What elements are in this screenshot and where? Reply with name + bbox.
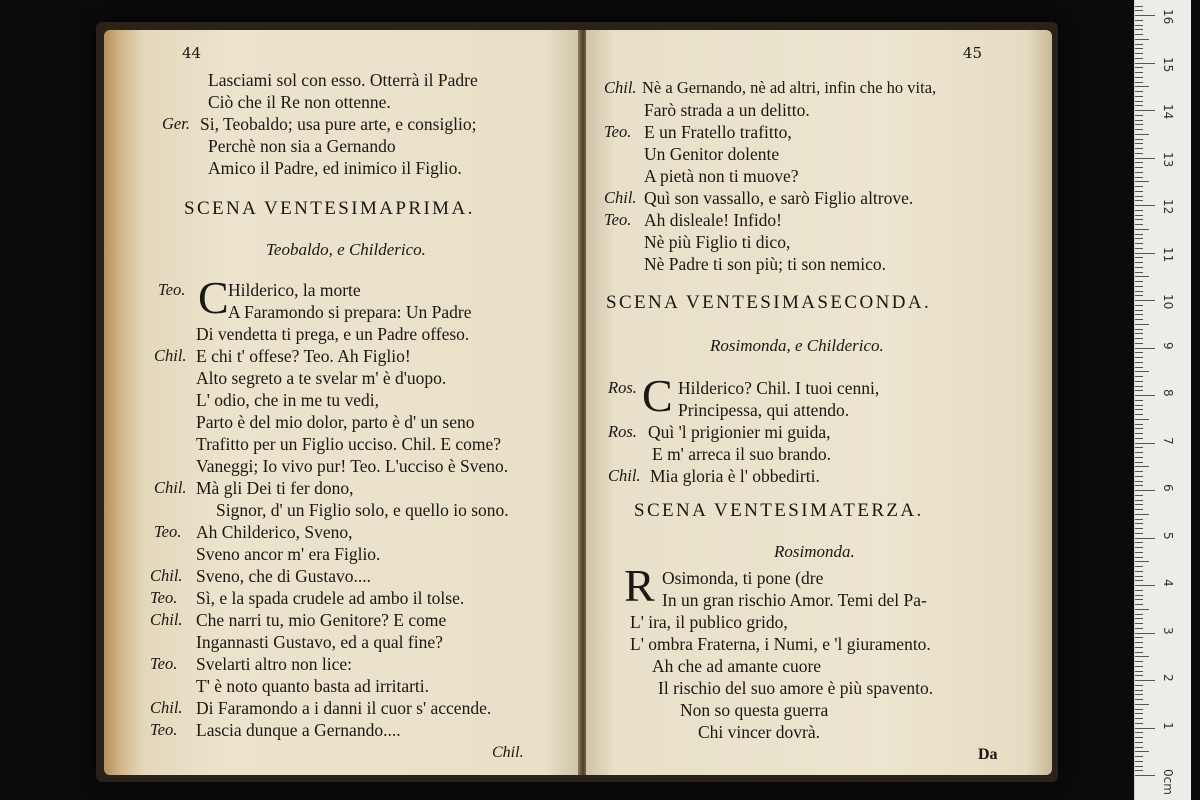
ruler-tick xyxy=(1135,509,1143,510)
drop-cap: C xyxy=(198,272,229,323)
speaker-label: Ros. xyxy=(608,422,637,441)
ruler-tick xyxy=(1135,604,1143,605)
ruler-tick xyxy=(1135,633,1155,634)
ruler-tick xyxy=(1135,428,1143,429)
text-line: Signor, d' un Figlio solo, e quello io sono. xyxy=(216,500,509,520)
text-line: Sveno, che di Gustavo.... xyxy=(196,566,371,586)
ruler-label: 16 xyxy=(1161,9,1175,25)
ruler-tick xyxy=(1135,542,1143,543)
ruler-label: 11 xyxy=(1161,246,1175,262)
ruler-tick xyxy=(1135,694,1143,695)
text-line: Mà gli Dei ti fer dono, xyxy=(196,478,354,498)
ruler-label: 7 xyxy=(1161,436,1175,445)
ruler-tick xyxy=(1135,286,1143,287)
ruler-tick xyxy=(1135,15,1155,16)
speaker-label: Chil. xyxy=(604,78,637,97)
ruler-tick xyxy=(1135,775,1155,776)
ruler-tick xyxy=(1135,390,1143,391)
ruler-label: 0cm xyxy=(1161,769,1175,795)
ruler-tick xyxy=(1135,158,1155,159)
ruler-tick xyxy=(1135,229,1149,230)
ruler-tick xyxy=(1135,732,1143,733)
ruler-tick xyxy=(1135,471,1143,472)
ruler-tick xyxy=(1135,272,1143,273)
ruler-tick xyxy=(1135,737,1143,738)
ruler-tick xyxy=(1135,343,1143,344)
ruler-tick xyxy=(1135,409,1143,410)
text-line: Nè Padre ti son più; ti son nemico. xyxy=(644,254,887,274)
scene-characters: Teobaldo, e Childerico. xyxy=(266,240,426,259)
ruler-tick xyxy=(1135,528,1143,529)
ruler-tick xyxy=(1135,86,1149,87)
right-page xyxy=(586,30,1052,775)
ruler-tick xyxy=(1135,438,1143,439)
ruler-tick xyxy=(1135,599,1143,600)
ruler-tick xyxy=(1135,53,1143,54)
ruler-label: 4 xyxy=(1161,579,1175,587)
text-line: Ah che ad amante cuore xyxy=(652,656,822,676)
ruler-tick xyxy=(1135,101,1143,102)
text-line: Nè a Gernando, nè ad altri, infin che ho vita, xyxy=(642,78,937,97)
text-line: L' ombra Fraterna, i Numi, e 'l giuramento. xyxy=(630,634,931,654)
ruler-tick xyxy=(1135,462,1143,463)
speaker-label: Chil. xyxy=(150,566,183,585)
speaker-label: Teo. xyxy=(150,654,178,673)
text-line: Sveno ancor m' era Figlio. xyxy=(196,544,381,564)
open-book xyxy=(96,22,1058,782)
speaker-label: Teo. xyxy=(604,210,632,229)
ruler-tick xyxy=(1135,352,1143,353)
ruler-tick xyxy=(1135,58,1143,59)
catchword: Da xyxy=(978,746,998,763)
text-line: Quì son vassallo, e sarò Figlio altrove. xyxy=(644,188,914,208)
ruler-tick xyxy=(1135,766,1143,767)
ruler-tick xyxy=(1135,761,1143,762)
ruler-tick xyxy=(1135,395,1155,396)
ruler-tick xyxy=(1135,699,1143,700)
ruler-tick xyxy=(1135,371,1149,372)
ruler-tick xyxy=(1135,590,1143,591)
text-line: Di Faramondo a i danni il cuor s' accende. xyxy=(196,698,492,718)
ruler-tick xyxy=(1135,685,1143,686)
ruler-tick xyxy=(1135,671,1143,672)
ruler-tick xyxy=(1135,595,1143,596)
ruler-tick xyxy=(1135,514,1149,515)
text-line: Lasciami sol con esso. Otterrà il Padre xyxy=(208,70,478,90)
text-line: Amico il Padre, ed inimico il Figlio. xyxy=(208,158,462,178)
ruler-tick xyxy=(1135,72,1143,73)
ruler-tick xyxy=(1135,728,1155,729)
ruler-tick xyxy=(1135,295,1143,296)
ruler-tick xyxy=(1135,305,1143,306)
ruler-tick xyxy=(1135,148,1143,149)
ruler-tick xyxy=(1135,115,1143,116)
ruler-tick xyxy=(1135,224,1143,225)
ruler-tick xyxy=(1135,580,1143,581)
ruler-tick xyxy=(1135,376,1143,377)
ruler-tick xyxy=(1135,623,1143,624)
ruler-tick xyxy=(1135,552,1143,553)
ruler-tick xyxy=(1135,519,1143,520)
scene-title: SCENA VENTESIMATERZA. xyxy=(634,500,924,521)
text-line: Perchè non sia a Gernando xyxy=(208,136,396,156)
ruler-tick xyxy=(1135,205,1155,206)
ruler-tick xyxy=(1135,652,1143,653)
ruler-tick xyxy=(1135,267,1143,268)
ruler-tick xyxy=(1135,253,1155,254)
ruler-label: 1 xyxy=(1161,721,1175,730)
ruler-tick xyxy=(1135,234,1143,235)
ruler-tick xyxy=(1135,424,1143,425)
ruler-tick xyxy=(1135,153,1143,154)
ruler-label: 10 xyxy=(1161,294,1175,310)
ruler-tick xyxy=(1135,571,1143,572)
page-number: 44 xyxy=(182,44,202,62)
ruler-tick xyxy=(1135,219,1143,220)
ruler-tick xyxy=(1135,324,1149,325)
text-line: Quì 'l prigionier mi guida, xyxy=(648,422,831,442)
scene-characters: Rosimonda, e Childerico. xyxy=(710,336,884,355)
ruler-tick xyxy=(1135,585,1155,586)
ruler-tick xyxy=(1135,770,1143,771)
text-line: Trafitto per un Figlio ucciso. Chil. E come? xyxy=(196,434,502,454)
ruler-tick xyxy=(1135,504,1143,505)
drop-cap: R xyxy=(624,560,655,611)
catchword: Chil. xyxy=(492,744,524,761)
ruler-tick xyxy=(1135,34,1143,35)
ruler-label: 14 xyxy=(1161,104,1175,120)
ruler-tick xyxy=(1135,186,1143,187)
speaker-label: Chil. xyxy=(604,188,637,207)
text-line: Il rischio del suo amore è più spavento. xyxy=(658,678,934,698)
text-line: E un Fratello trafitto, xyxy=(644,122,792,142)
ruler-tick xyxy=(1135,362,1143,363)
text-line: Mia gloria è l' obbedirti. xyxy=(650,466,820,486)
ruler-tick xyxy=(1135,29,1143,30)
ruler-tick xyxy=(1135,561,1149,562)
ruler-tick xyxy=(1135,338,1143,339)
text-line: Hilderico, la morte xyxy=(228,280,361,300)
ruler-tick xyxy=(1135,10,1143,11)
ruler-tick xyxy=(1135,196,1143,197)
text-line: Farò strada a un delitto. xyxy=(644,100,810,120)
ruler-tick xyxy=(1135,44,1143,45)
scene-title: SCENA VENTESIMASECONDA. xyxy=(606,292,932,313)
ruler-tick xyxy=(1135,181,1149,182)
ruler-tick xyxy=(1135,281,1143,282)
ruler-tick xyxy=(1135,400,1143,401)
ruler-label: 12 xyxy=(1161,199,1175,215)
ruler-tick xyxy=(1135,276,1149,277)
ruler-tick xyxy=(1135,200,1143,201)
ruler-tick xyxy=(1135,172,1143,173)
text-line: Ah disleale! Infido! xyxy=(644,210,783,230)
text-line: A Faramondo si prepara: Un Padre xyxy=(228,302,472,322)
ruler-tick xyxy=(1135,566,1143,567)
speaker-label: Chil. xyxy=(154,478,187,497)
text-line: Un Genitor dolente xyxy=(644,144,780,164)
ruler-tick xyxy=(1135,91,1143,92)
ruler-tick xyxy=(1135,433,1143,434)
ruler-tick xyxy=(1135,476,1143,477)
ruler-tick xyxy=(1135,105,1143,106)
text-line: L' odio, che in me tu vedi, xyxy=(196,390,379,410)
ruler-tick xyxy=(1135,257,1143,258)
ruler-tick xyxy=(1135,238,1143,239)
ruler-tick xyxy=(1135,490,1155,491)
speaker-label: Ger. xyxy=(162,114,190,133)
ruler-tick xyxy=(1135,709,1143,710)
speaker-label: Teo. xyxy=(150,588,178,607)
ruler-tick xyxy=(1135,319,1143,320)
text-line: T' è noto quanto basta ad irritarti. xyxy=(196,676,430,696)
ruler-tick xyxy=(1135,457,1143,458)
ruler-tick xyxy=(1135,718,1143,719)
ruler-tick xyxy=(1135,177,1143,178)
text-line: Ciò che il Re non ottenne. xyxy=(208,92,391,112)
scene-title: SCENA VENTESIMAPRIMA. xyxy=(184,198,475,219)
text-line: Sì, e la spada crudele ad ambo il tolse. xyxy=(196,588,465,608)
ruler-tick xyxy=(1135,405,1143,406)
ruler-tick xyxy=(1135,557,1143,558)
text-line: Parto è del mio dolor, parto è d' un seno xyxy=(196,412,475,432)
scene-characters: Rosimonda. xyxy=(774,542,855,561)
ruler-tick xyxy=(1135,300,1155,301)
speaker-label: Ros. xyxy=(608,378,637,397)
ruler-tick xyxy=(1135,162,1143,163)
ruler-tick xyxy=(1135,419,1149,420)
ruler-tick xyxy=(1135,291,1143,292)
ruler-tick xyxy=(1135,481,1143,482)
text-line: Ingannasti Gustavo, ed a qual fine? xyxy=(196,632,443,652)
ruler-tick xyxy=(1135,110,1155,111)
ruler-tick xyxy=(1135,656,1149,657)
speaker-label: Chil. xyxy=(150,698,183,717)
text-line: L' ira, il publico grido, xyxy=(630,612,788,632)
ruler-label: 6 xyxy=(1161,484,1175,492)
ruler-tick xyxy=(1135,533,1143,534)
text-line: Di vendetta ti prega, e un Padre offeso. xyxy=(196,324,470,344)
ruler-tick xyxy=(1135,637,1143,638)
ruler-tick xyxy=(1135,143,1143,144)
speaker-label: Teo. xyxy=(158,280,186,299)
ruler-tick xyxy=(1135,614,1143,615)
ruler-label: 2 xyxy=(1161,674,1175,682)
ruler-tick xyxy=(1135,642,1143,643)
ruler-tick xyxy=(1135,576,1143,577)
ruler-tick xyxy=(1135,747,1143,748)
ruler-tick xyxy=(1135,6,1143,7)
ruler-tick xyxy=(1135,333,1143,334)
text-line: Hilderico? Chil. I tuoi cenni, xyxy=(678,378,880,398)
ruler-tick xyxy=(1135,25,1143,26)
text-line: Non so questa guerra xyxy=(680,700,829,720)
speaker-label: Chil. xyxy=(608,466,641,485)
text-line: Nè più Figlio ti dico, xyxy=(644,232,791,252)
ruler-tick xyxy=(1135,443,1155,444)
ruler-tick xyxy=(1135,381,1143,382)
left-page xyxy=(104,30,580,775)
ruler-tick xyxy=(1135,67,1143,68)
ruler-tick xyxy=(1135,386,1143,387)
page-number: 45 xyxy=(962,44,982,62)
ruler-tick xyxy=(1135,680,1155,681)
text-line: Svelarti altro non lice: xyxy=(196,654,352,674)
ruler-tick xyxy=(1135,191,1143,192)
ruler-tick xyxy=(1135,723,1143,724)
speaker-label: Chil. xyxy=(150,610,183,629)
ruler-tick xyxy=(1135,447,1143,448)
ruler-label: 8 xyxy=(1161,389,1175,397)
ruler-tick xyxy=(1135,704,1149,705)
ruler-label: 9 xyxy=(1161,341,1175,350)
speaker-label: Teo. xyxy=(154,522,182,541)
ruler-tick xyxy=(1135,124,1143,125)
ruler-tick xyxy=(1135,661,1143,662)
ruler-tick xyxy=(1135,129,1143,130)
ruler-tick xyxy=(1135,243,1143,244)
text-line: Ah Childerico, Sveno, xyxy=(196,522,353,542)
text-line: E m' arreca il suo brando. xyxy=(652,444,832,464)
ruler-tick xyxy=(1135,713,1143,714)
ruler-tick xyxy=(1135,20,1143,21)
ruler-tick xyxy=(1135,751,1149,752)
ruler-tick xyxy=(1135,134,1149,135)
speaker-label: Teo. xyxy=(150,720,178,739)
text-line: Chi vincer dovrà. xyxy=(698,722,820,742)
ruler-tick xyxy=(1135,63,1155,64)
ruler-tick xyxy=(1135,120,1143,121)
ruler-tick xyxy=(1135,348,1155,349)
text-line: Alto segreto a te svelar m' è d'uopo. xyxy=(196,368,447,388)
ruler-label: 13 xyxy=(1161,151,1175,167)
ruler-tick xyxy=(1135,618,1143,619)
text-line: Vaneggi; Io vivo pur! Teo. L'ucciso è Sveno. xyxy=(196,456,509,476)
ruler-tick xyxy=(1135,628,1143,629)
speaker-label: Chil. xyxy=(154,346,187,365)
ruler-tick xyxy=(1135,215,1143,216)
ruler-tick xyxy=(1135,742,1143,743)
ruler-label: 5 xyxy=(1161,531,1175,540)
ruler-tick xyxy=(1135,500,1143,501)
ruler-tick xyxy=(1135,96,1143,97)
ruler-tick xyxy=(1135,495,1143,496)
ruler-tick xyxy=(1135,77,1143,78)
text-line: Che narri tu, mio Genitore? E come xyxy=(196,610,447,630)
text-line: Lascia dunque a Gernando.... xyxy=(196,720,401,740)
ruler-tick xyxy=(1135,167,1143,168)
measurement-ruler xyxy=(1134,0,1191,800)
text-line: A pietà non ti muove? xyxy=(644,166,799,186)
ruler-tick xyxy=(1135,139,1143,140)
ruler-tick xyxy=(1135,647,1143,648)
ruler-tick xyxy=(1135,314,1143,315)
ruler-label: 3 xyxy=(1161,626,1175,635)
ruler-tick xyxy=(1135,756,1143,757)
text-line: In un gran rischio Amor. Temi del Pa- xyxy=(662,590,927,610)
ruler-tick xyxy=(1135,248,1143,249)
ruler-tick xyxy=(1135,609,1149,610)
ruler-tick xyxy=(1135,367,1143,368)
ruler-tick xyxy=(1135,523,1143,524)
text-line: Principessa, qui attendo. xyxy=(678,400,850,420)
ruler-tick xyxy=(1135,48,1143,49)
ruler-tick xyxy=(1135,675,1143,676)
ruler-tick xyxy=(1135,329,1143,330)
ruler-tick xyxy=(1135,210,1143,211)
ruler-tick xyxy=(1135,414,1143,415)
ruler-tick xyxy=(1135,485,1143,486)
ruler-tick xyxy=(1135,466,1149,467)
ruler-tick xyxy=(1135,310,1143,311)
ruler-tick xyxy=(1135,262,1143,263)
ruler-tick xyxy=(1135,666,1143,667)
ruler-label: 15 xyxy=(1161,56,1175,72)
ruler-tick xyxy=(1135,452,1143,453)
drop-cap: C xyxy=(642,370,673,421)
ruler-tick xyxy=(1135,547,1143,548)
speaker-label: Teo. xyxy=(604,122,632,141)
ruler-tick xyxy=(1135,39,1149,40)
text-line: Osimonda, ti pone (dre xyxy=(662,568,824,588)
text-line: Si, Teobaldo; usa pure arte, e consiglio; xyxy=(200,114,477,134)
ruler-tick xyxy=(1135,690,1143,691)
ruler-tick xyxy=(1135,357,1143,358)
ruler-tick xyxy=(1135,82,1143,83)
text-line: E chi t' offese? Teo. Ah Figlio! xyxy=(196,346,411,366)
ruler-tick xyxy=(1135,538,1155,539)
